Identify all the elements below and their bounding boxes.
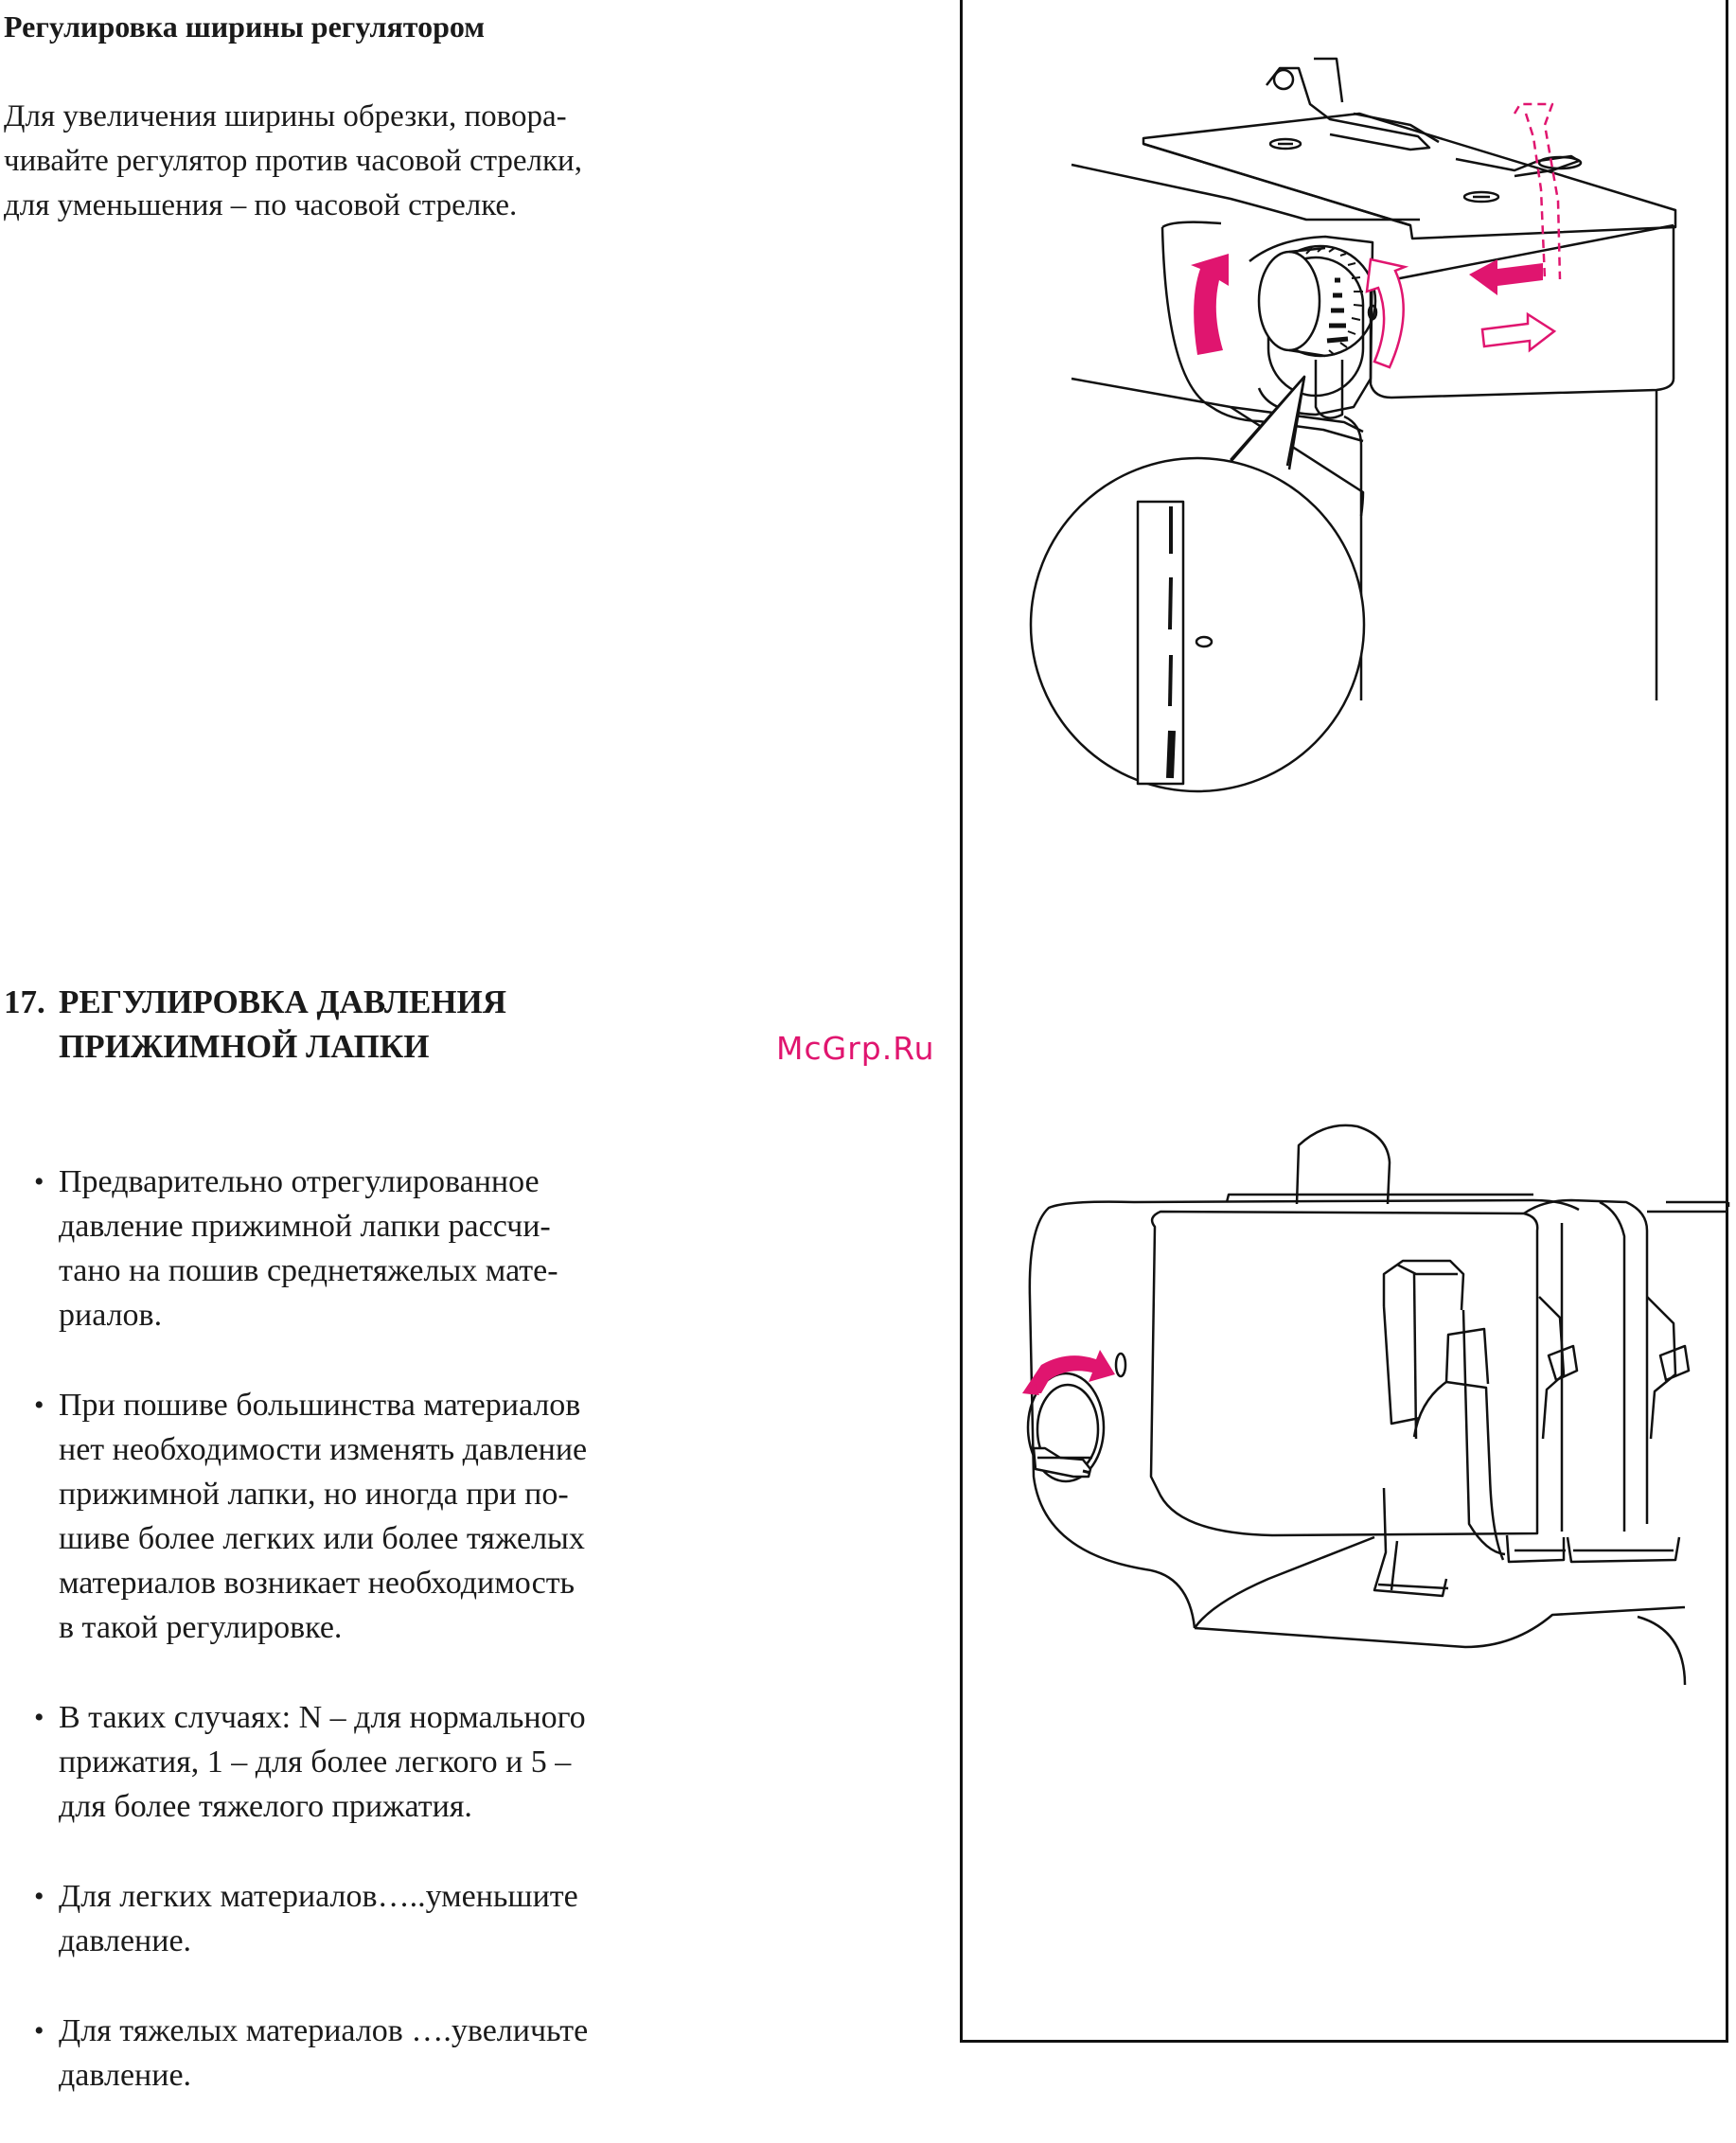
section-title-width-adjust: Регулировка ширины регулятором bbox=[4, 9, 486, 44]
list-item-line: • Для тяжелых материалов ….увеличьте bbox=[59, 2013, 589, 2048]
heading-line-2: ПРИЖИМНОЙ ЛАПКИ bbox=[59, 1028, 430, 1065]
heading-line-1: РЕГУЛИРОВКА ДАВЛЕНИЯ bbox=[59, 983, 507, 1020]
list-item-line: для более тяжелого прижатия. bbox=[59, 1789, 472, 1824]
paragraph-line: для уменьшения – по часовой стрелке. bbox=[4, 188, 518, 222]
list-item-line: нет необходимости изменять давление bbox=[59, 1432, 588, 1467]
list-item-line: тано на пошив среднетяжелых мате- bbox=[59, 1253, 558, 1288]
list-item-line: • В таких случаях: N – для нормального bbox=[59, 1700, 586, 1735]
list-item-line: прижатия, 1 – для более легкого и 5 – bbox=[59, 1745, 572, 1780]
list-item-line: давление прижимной лапки рассчи- bbox=[59, 1209, 551, 1244]
list-item-line: • При пошиве большинства материалов bbox=[59, 1388, 581, 1423]
list-item-line: давление. bbox=[59, 2058, 192, 2093]
list-item-line: в такой регулировке. bbox=[59, 1610, 343, 1645]
list-item-line: прижимной лапки, но иногда при по- bbox=[59, 1477, 569, 1512]
paragraph-line: чивайте регулятор против часовой стрелки, bbox=[4, 144, 582, 178]
presser-pressure-dial-illustration bbox=[1028, 1125, 1728, 1685]
watermark: McGrp.Ru bbox=[776, 1030, 935, 1067]
list-item-line: давление. bbox=[59, 1923, 192, 1958]
list-item-line: • Для легких материалов…..уменьшите bbox=[59, 1879, 578, 1914]
list-item-line: шиве более легких или более тяжелых bbox=[59, 1521, 585, 1556]
list-item-line: • Предварительно отрегулированное bbox=[59, 1164, 540, 1199]
list-item-line: материалов возникает необходимость bbox=[59, 1566, 576, 1601]
section-number: 17. bbox=[4, 983, 45, 1020]
paragraph-line: Для увеличения ширины обрезки, повора- bbox=[4, 99, 567, 133]
list-item-line: риалов. bbox=[59, 1298, 163, 1333]
cutting-width-dial-illustration bbox=[1031, 59, 1675, 791]
